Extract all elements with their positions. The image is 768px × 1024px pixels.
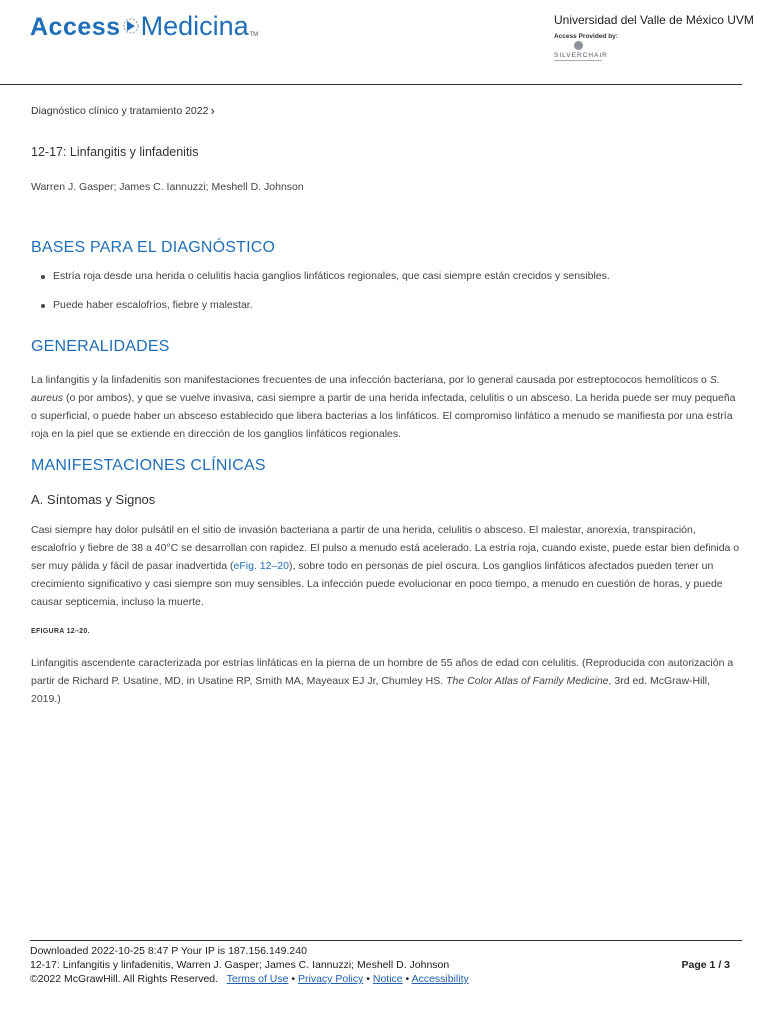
- silverchair-logo: [554, 41, 606, 65]
- sintomas-paragraph: [31, 521, 741, 611]
- chapter-authors: Warren J. Gasper; James C. Iannuzzi; Meshell D. Johnson: [31, 181, 304, 193]
- paragraph-text: ), sobre todo en personas de piel oscura. Los ganglios linfáticos afectados pueden tener un crecimiento significativo y casi siempre son muy sensibles. La infección puede evolucionar en poco tiempo, a menudo en cuestión de horas, y puede causar septicemia, incluso la muerte.: [31, 560, 723, 608]
- access-provided-label: Access Provided by:: [554, 33, 618, 40]
- breadcrumb: [31, 104, 741, 117]
- silverchair-logo-text: SILVERCHAIR: [554, 52, 608, 59]
- figure-label: EFIGURA 12–20.: [31, 628, 90, 635]
- chevron-right-icon: ›: [210, 103, 215, 118]
- header-divider: [0, 84, 742, 85]
- species-name: S. aureus: [31, 374, 720, 404]
- page-number: Page 1 / 3: [681, 959, 730, 971]
- accessmedicina-logo[interactable]: [30, 12, 258, 40]
- logo-trademark: TM: [249, 32, 259, 38]
- generalidades-paragraph: [31, 371, 741, 443]
- list-item: Estría roja desde una herida o celulitis hacia ganglios linfáticos regionales, que casi siempre están crecidos y sensibles.: [31, 270, 741, 283]
- silverchair-globe-icon: [574, 41, 583, 50]
- citation-line: 12-17: Linfangitis y linfadenitis, Warren J. Gasper; James C. Iannuzzi; Meshell D. Johnson: [30, 959, 450, 971]
- page-header: [0, 0, 768, 85]
- paragraph-text: Casi siempre hay dolor pulsátil en el sitio de invasión bacteriana a partir de una herida, celulitis o absceso. El malestar, anorexia, transpiración, escalofrío y fiebre de 38 a 40°C se desarrollan con rapidez. El pulso a menudo está acelerado. La estría roja, cuando existe, puede estar bien definida o ser muy pálida y fácil de pasar inadvertida (: [31, 524, 740, 572]
- heading-bases-diagnostico: BASES PARA EL DIAGNÓSTICO: [31, 239, 276, 256]
- efig-12-20-link[interactable]: eFig. 12–20: [233, 560, 289, 572]
- terms-of-use-link[interactable]: Terms of Use: [226, 973, 289, 985]
- logo-medicina-text: Medicina: [140, 11, 249, 41]
- heading-manifestaciones-clinicas: MANIFESTACIONES CLÍNICAS: [31, 457, 266, 474]
- subheading-sintomas-signos: A. Síntomas y Signos: [31, 492, 156, 507]
- caption-text: , 3rd ed. McGraw-Hill, 2019.): [31, 675, 711, 705]
- heading-generalidades: GENERALIDADES: [31, 338, 170, 355]
- paragraph-text: (o por ambos), y que se vuelve invasiva, casi siempre a partir de una herida infectada, celulitis o un absceso. La herida puede ser muy pequeña o superficial, o puede haber un absceso establecido que libera bacterias a los linfáticos. El compromiso linfático a menudo se manifiesta por una estría roja en la piel que se extiende en dirección de los ganglios linfáticos regionales.: [31, 392, 736, 440]
- logo-access-text: Access: [30, 13, 121, 41]
- chapter-title: 12-17: Linfangitis y linfadenitis: [31, 145, 199, 159]
- paragraph-text: La linfangitis y la linfadenitis son manifestaciones frecuentes de una infección bacteriana, por lo general causada por estreptococos hemolíticos o: [31, 374, 710, 386]
- accessibility-link[interactable]: Accessibility: [411, 973, 469, 985]
- bases-bullet-list: [31, 270, 741, 328]
- institution-name: Universidad del Valle de México UVM: [554, 13, 754, 27]
- figure-caption: [31, 654, 741, 708]
- list-item: Puede haber escalofríos, fiebre y malestar.: [31, 299, 741, 312]
- breadcrumb-book-link[interactable]: Diagnóstico clínico y tratamiento 2022: [31, 104, 209, 117]
- caption-text: Linfangitis ascendente caracterizada por estrías linfáticas en la pierna de un hombre de 55 años de edad con celulitis. (Reproducida con autorización a partir de Richard P. Usatine, MD, in Usatine RP, Smith MA, Mayeaux EJ Jr, Chumley HS.: [31, 657, 734, 687]
- book-title: The Color Atlas of Family Medicine: [446, 675, 609, 687]
- footer-divider: [30, 940, 742, 941]
- notice-link[interactable]: Notice: [372, 973, 403, 985]
- copyright-text: ©2022 McGrawHill. All Rights Reserved.: [30, 973, 219, 985]
- logo-arrow-icon: [122, 12, 140, 40]
- copyright-line: ©2022 McGrawHill. All Rights Reserved. Terms of Use • Privacy Policy • Notice • Accessibility: [30, 973, 469, 985]
- privacy-policy-link[interactable]: Privacy Policy: [298, 973, 364, 985]
- silverchair-underline: [554, 60, 602, 61]
- download-info: Downloaded 2022-10-25 8:47 P Your IP is 187.156.149.240: [30, 945, 307, 957]
